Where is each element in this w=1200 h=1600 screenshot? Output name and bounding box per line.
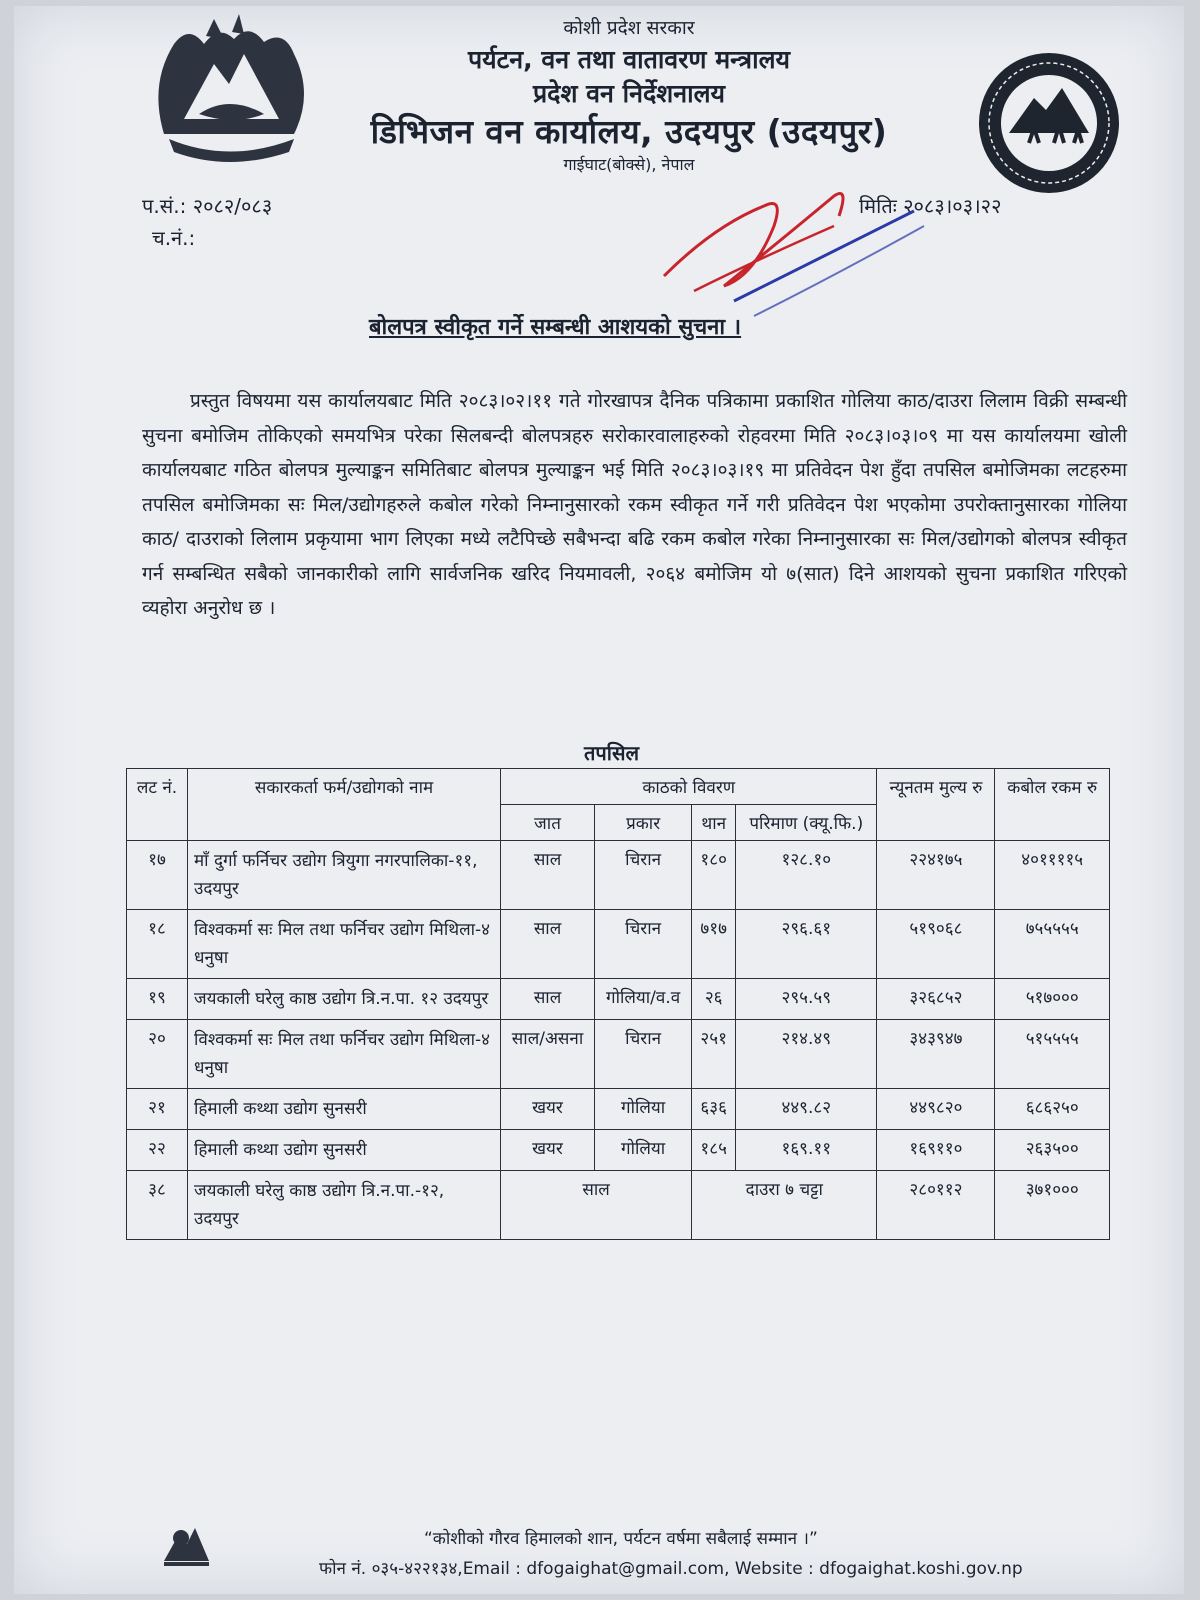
col-firm-name: सकारकर्ता फर्म/उद्योगको नाम [188,769,501,841]
directorate-name: प्रदेश वन निर्देशनालय [532,79,726,108]
letter-date: मितिः २०८३।०३।२२ [859,194,1002,218]
col-bid-amount: कबोल रकम रु [995,769,1110,841]
signature-stamp-icon [634,166,954,326]
table-row: २१ हिमाली कथ्था उद्योग सुनसरी खयर गोलिया ६३६ ४४९.८२ ४४९८२० ६८६२५० [127,1089,1110,1130]
nepal-emblem-icon [144,14,314,164]
government-name: कोशी प्रदेश सरकार [563,17,695,39]
reference-number: प.सं.: २०८२/०८३ [142,194,273,218]
table-row: १८ विश्वकर्मा सः मिल तथा फर्निचर उद्योग मिथिला-४ धनुषा साल चिरान ७१७ २९६.६१ ५१९०६८ ७५५५५५ [127,910,1110,979]
table-row: २२ हिमाली कथ्था उद्योग सुनसरी खयर गोलिया १८५ १६९.११ १६९११० २६३५०० [127,1130,1110,1171]
koshi-province-logo-icon [159,1516,214,1571]
office-name-block [314,10,944,175]
col-species: जात [501,805,595,841]
notice-subject: बोलपत्र स्वीकृत गर्ने सम्बन्धी आशयको सुचना । [369,315,742,340]
col-type: प्रकार [595,805,692,841]
dispatch-number: च.नं.: [152,226,196,250]
col-volume: परिमाण (क्यू.फि.) [736,805,877,841]
footer-contact: फोन नं. ०३५-४२२१३४,Email : dfogaighat@gmail.com, Website : dfogaighat.koshi.gov.np [319,1559,1023,1579]
col-min-price: न्यूनतम मुल्य रु [877,769,995,841]
ministry-name: पर्यटन, वन तथा वातावरण मन्त्रालय [467,45,791,74]
office-address: गाईघाट(बोक्से), नेपाल [563,155,695,174]
notice-body: प्रस्तुत विषयमा यस कार्यालयबाट मिति २०८३।०२।११ गते गोरखापत्र दैनिक पत्रिकामा प्रकाशित गोलिया काठ/दाउरा लिलाम विक्री सम्बन्धी सुचना बमोजिम तोकिएको समयभित्र परेका सिलबन्दी बोलपत्रहरु सरोकारवालाहरुको रोहवरमा मिति २०८३।०३।०९ मा यस कार्यालयमा खोली कार्यालयबाट गठित बोलपत्र मुल्याङ्कन समितिबाट बोलपत्र मुल्याङ्कन भई मिति २०८३।०३।१९ मा प्रतिवेदन पेश हुँदा तपसिल बमोजिमका लटहरुमा तपसिल बमोजिमका सः मिल/उद्योगहरुले कबोल गरेको निम्नानुसारको रकम स्वीकृत गर्ने गरी प्रतिवेदन पेश भएकोमा उपरोक्तानुसारका गोलिया काठ/ दाउराको लिलाम प्रकृयामा भाग लिएका मध्ये लटैपिच्छे सबैभन्दा बढि रकम कबोल गरेका निम्नानुसारका सः मिल/उद्योगको बोलपत्र स्वीकृत गर्न सम्बन्धित सबैको जानकारीको लागि सार्वजनिक खरिद नियमावली, २०६४ बमोजिम यो ७(सात) दिने आशयको सुचना प्रकाशित गरिएको व्यहोरा अनुरोध छ । [142,390,1127,619]
document-page [14,6,1184,1594]
col-lot-no: लट नं. [127,769,188,841]
table-row: १९ जयकाली घरेलु काष्ठ उद्योग त्रि.न.पा. १२ उदयपुर साल गोलिया/व.व २६ २९५.५९ ३२६८५२ ५१७००० [127,979,1110,1020]
annex-label: तपसिल [584,741,640,765]
office-name: डिभिजन वन कार्यालय, उदयपुर (उदयपुर) [370,112,888,151]
footer-motto: “कोशीको गौरव हिमालको शान, पर्यटन वर्षमा सबैलाई सम्मान ।” [424,1529,818,1549]
col-timber-details: काठको विवरण [501,769,877,805]
lots-table [126,768,1110,1240]
table-row: ३८ जयकाली घरेलु काष्ठ उद्योग त्रि.न.पा.-१२, उदयपुर साल दाउरा ७ चट्टा २८०११२ ३७१००० [127,1171,1110,1240]
table-row: १७ माँ दुर्गा फर्निचर उद्योग त्रियुगा नगरपालिका-११, उदयपुर साल चिरान १८० १२८.१० २२४१७५ ४०११११५ [127,841,1110,910]
letterhead [14,6,1184,191]
table-header-row [127,769,1110,805]
koshi-province-seal-icon [974,48,1124,198]
table-row: २० विश्वकर्मा सः मिल तथा फर्निचर उद्योग मिथिला-४ धनुषा साल/असना चिरान २५१ २१४.४९ ३४३९४७ ५१५५५५ [127,1020,1110,1089]
col-pieces: थान [692,805,736,841]
